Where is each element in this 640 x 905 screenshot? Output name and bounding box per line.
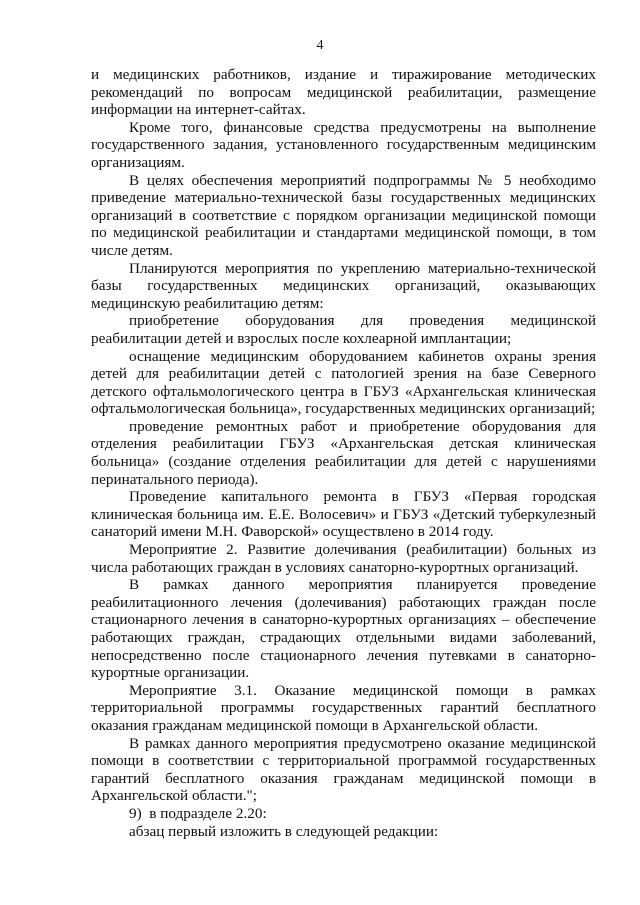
paragraph-capital-repair: Проведение капитального ремонта в ГБУЗ «Первая городская клиническая больница им. Е.Е. Волосевич» и ГБУЗ «Детский туберкулезный санаторий имени М.Н. Фаворской» осуществлено в 2014 году. [91, 488, 596, 541]
amendment-item [91, 805, 596, 823]
paragraph-subprogram-5: В целях обеспечения мероприятий подпрограммы № 5 необходимо приведение материально-технической базы государственных медицинских организаций в соответствие с порядком организации медицинской помощи по медицинской реабилитации и стандартами медицинской помощи, в том числе детям. [91, 171, 596, 259]
amendment-item-text: в подразделе 2.20: [149, 804, 267, 822]
list-item-cochlear: приобретение оборудования для проведения медицинской реабилитации детей и взрослых после кохлеарной имплантации; [91, 312, 596, 347]
paragraph-planned-measures: Планируются мероприятия по укреплению материально-технической базы государственных медицинских организаций, оказывающих медицинскую реабилитацию детям: [91, 259, 596, 312]
paragraph-measure-2: Мероприятие 2. Развитие долечивания (реабилитации) больных из числа работающих граждан в условиях санаторно-курортных организаций. [91, 541, 596, 576]
paragraph-measure-3-1: Мероприятие 3.1. Оказание медицинской помощи в рамках территориальной программы государственных гарантий бесплатного оказания гражданам медицинской помощи в Архангельской области. [91, 681, 596, 734]
list-item-repair-works: проведение ремонтных работ и приобретение оборудования для отделения реабилитации ГБУЗ «Архангельская детская клиническая больница» (создание отделения реабилитации для детей с нарушениями перинатального периода). [91, 417, 596, 488]
page-number: 4 [316, 38, 324, 53]
paragraph-funding: Кроме того, финансовые средства предусмотрены на выполнение государственного задания, установленного государственным медицинским организациям. [91, 118, 596, 171]
paragraph-measure-2-details: В рамках данного мероприятия планируется проведение реабилитационного лечения (долечивания) работающих граждан после стационарного лечения в санаторно-курортных организациях – обеспечение работающих граждан, страдающих отдельными видами заболеваний, непосредственно после стационарного лечения путевками в санаторно-курортные организации. [91, 576, 596, 682]
paragraph-measure-3-1-details: В рамках данного мероприятия предусмотрено оказание медицинской помощи в соответствии с территориальной программой государственных гарантий бесплатного оказания гражданам медицинской помощи в Архангельской области."; [91, 734, 596, 805]
amendment-instruction: абзац первый изложить в следующей редакции: [129, 822, 439, 840]
amendment-item-number: 9) [129, 804, 142, 822]
list-item-vision-equipment: оснащение медицинским оборудованием кабинетов охраны зрения детей для реабилитации детей с патологией зрения на базе Северного детского офтальмологического центра в ГБУЗ «Архангельская клиническая офтальмологическая больница», государственных медицинских организаций; [91, 347, 596, 418]
document-body [91, 66, 596, 840]
paragraph-continuation: и медицинских работников, издание и тиражирование методических рекомендаций по вопросам медицинской реабилитации, размещение информации на интернет-сайтах. [91, 66, 596, 119]
